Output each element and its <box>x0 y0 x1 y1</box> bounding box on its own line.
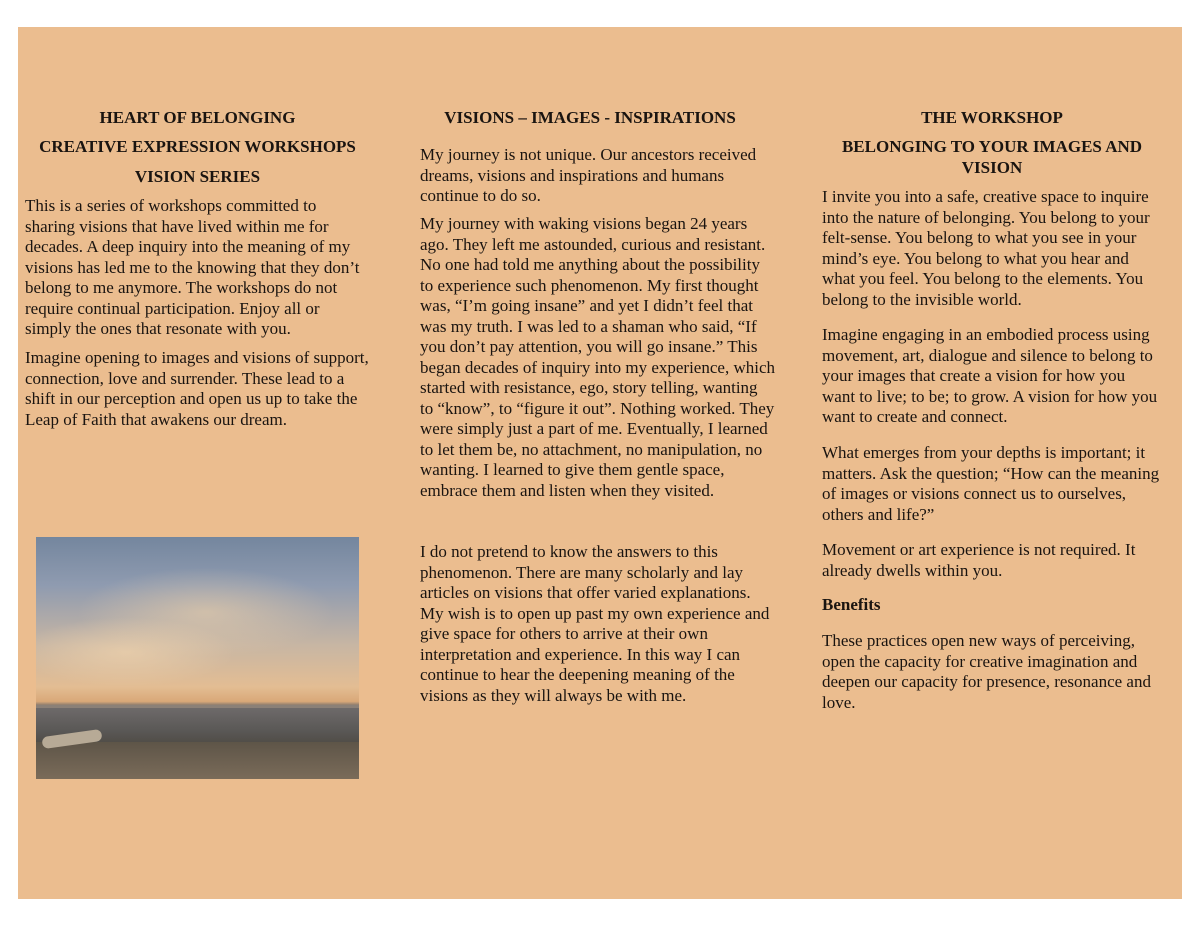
heading-visions-images: VISIONS – IMAGES - INSPIRATIONS <box>444 108 736 127</box>
invite-paragraph: I invite you into a safe, creative space to inquire into the nature of belonging. You belong to your felt-sense. You belong to what you see in your mind’s eye. You belong to what you hear and what you feel. You belong to the elements. You belong to the invisible world. <box>822 187 1150 309</box>
journey-paragraph-1: My journey is not unique. Our ancestors received dreams, visions and inspirations and humans continue to do so. <box>420 145 757 205</box>
answers-paragraph: I do not pretend to know the answers to this phenomenon. There are many scholarly and lay articles on visions that offer varied explanations. My wish is to open up past my own experience and give space for others to arrive at their own interpretation and experience. In this way I can continue to hear the deepening meaning of the visions as they will always be with me. <box>420 542 770 705</box>
benefits-heading: Benefits <box>822 595 881 614</box>
heading-belonging-to-images: BELONGING TO YOUR IMAGES AND VISION <box>841 137 1143 177</box>
heading-vision-series: VISION SERIES <box>134 167 261 186</box>
experience-paragraph: Movement or art experience is not required. It already dwells within you. <box>822 540 1136 580</box>
sunset-beach-photo <box>36 537 359 779</box>
imagine-paragraph: Imagine opening to images and visions of support, connection, love and surrender. These lead to a shift in our perception and open us up to take the Leap of Faith that awakens our dream. <box>25 348 369 429</box>
emerges-paragraph: What emerges from your depths is important; it matters. Ask the question; “How can the meaning of images or visions connect us to ourselves, others and life?” <box>822 443 1160 524</box>
heading-creative-expression: CREATIVE EXPRESSION WORKSHOPS <box>39 137 356 156</box>
heading-the-workshop: THE WORKSHOP <box>921 108 1063 127</box>
heading-heart-of-belonging: HEART OF BELONGING <box>99 108 296 127</box>
brochure-page <box>18 27 1182 899</box>
journey-paragraph-2: My journey with waking visions began 24 years ago. They left me astounded, curious and resistant. No one had told me anything about the possibility to experience such phenomenon. My first thought was, “I’m going insane” and yet I didn’t feel that was my truth. I was led to a shaman who said, “If you don’t pay attention, you will go insane.” This began decades of inquiry into my experience, which started with resistance, ego, story telling, wanting to “know”, to “figure it out”. Nothing worked. They were simply just a part of me. Eventually, I learned to let them be, no attachment, no manipulation, no wanting. I learned to give them gentle space, embrace them and listen when they visited. <box>420 214 775 500</box>
benefits-paragraph: These practices open new ways of perceiving, open the capacity for creative imagination and deepen our capacity for presence, resonance and love. <box>822 631 1151 712</box>
intro-paragraph: This is a series of workshops committed to sharing visions that have lived within me for decades. A deep inquiry into the meaning of my visions has led me to the knowing that they don’t belong to me anymore. The workshops do not require continual participation. Enjoy all or simply the ones that resonate with you. <box>25 196 360 338</box>
embodied-process-paragraph: Imagine engaging in an embodied process using movement, art, dialogue and silence to belong to your images that create a vision for how you want to live; to be; to grow. A vision for how you want to create and connect. <box>822 325 1158 426</box>
